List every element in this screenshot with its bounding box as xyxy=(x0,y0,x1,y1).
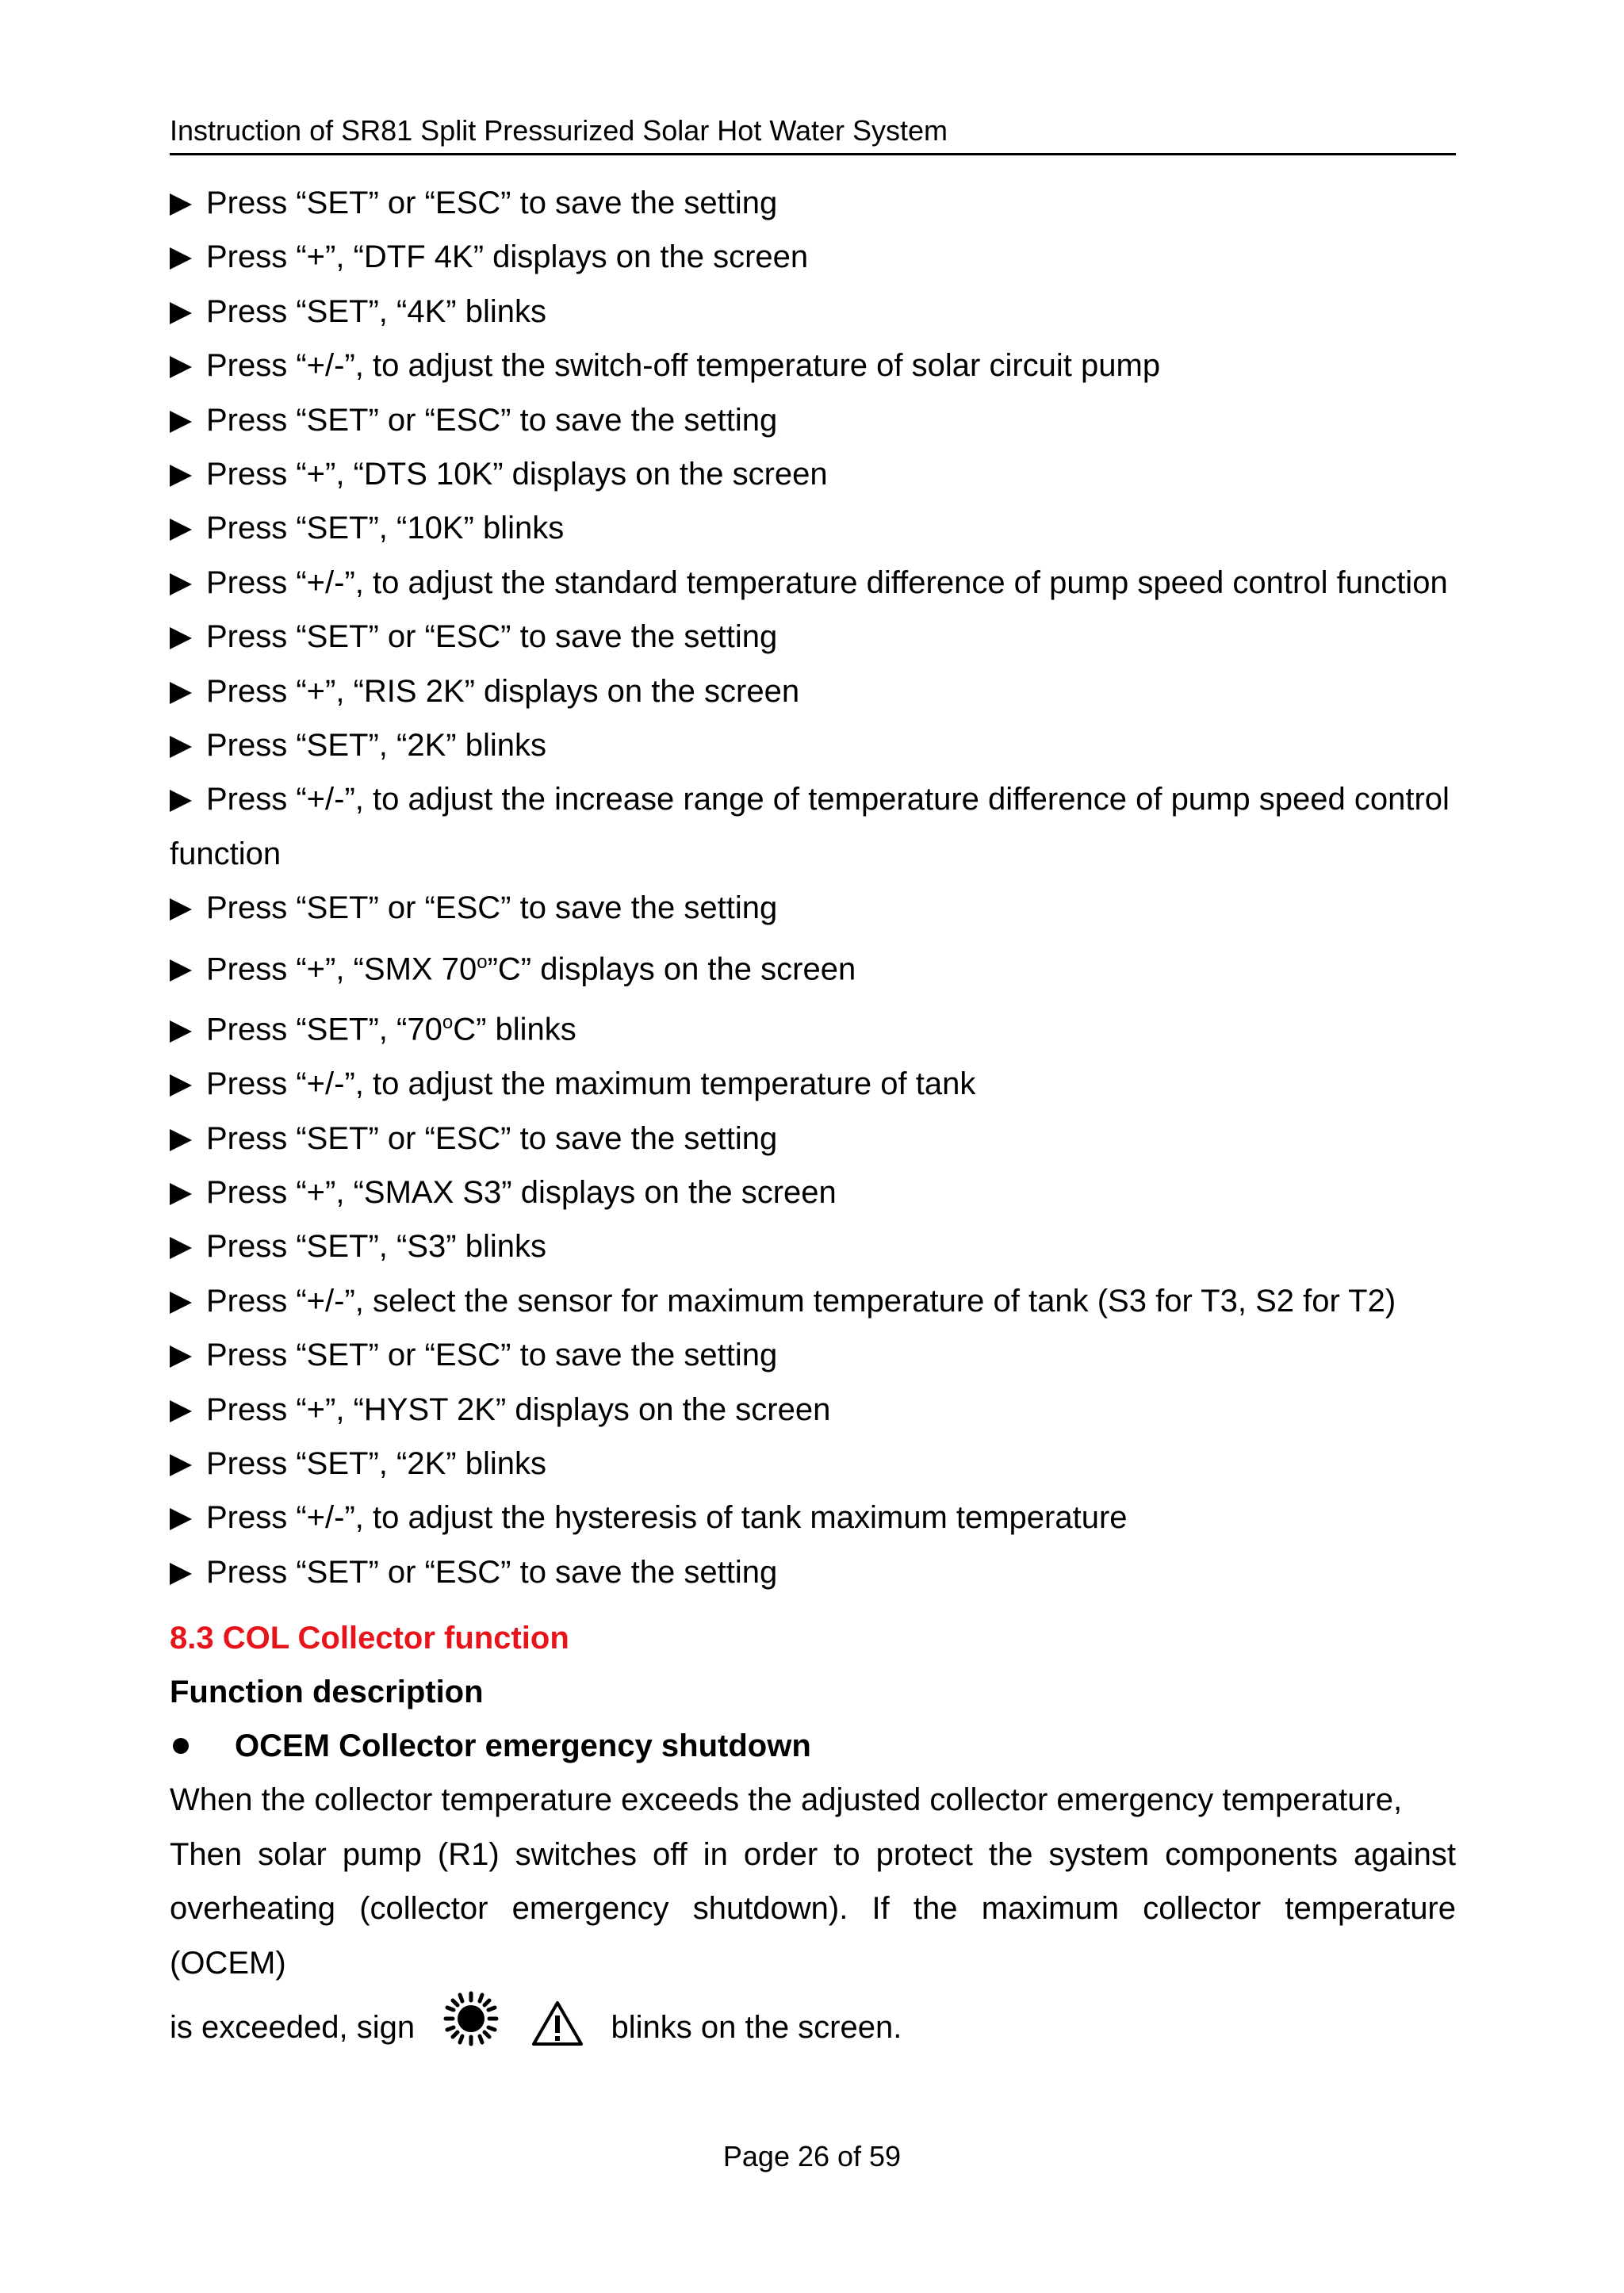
step-line xyxy=(170,339,1456,392)
step-text: Press “SET”, “4K” blinks xyxy=(206,293,546,329)
paragraph-text: is exceeded, sign xyxy=(170,2010,416,2045)
step-line xyxy=(170,1166,1456,1219)
document-header: Instruction of SR81 Split Pressurized Solar Hot Water System xyxy=(170,113,1456,155)
step-text: Press “+/-”, to adjust the maximum temperature of tank xyxy=(206,1066,976,1102)
step-line xyxy=(170,1328,1456,1382)
arrow-icon xyxy=(170,1183,192,1205)
instruction-steps xyxy=(170,176,1456,1599)
section-title: 8.3 COL Collector function xyxy=(170,1621,569,1656)
step-line xyxy=(170,1219,1456,1273)
arrow-icon xyxy=(170,1129,192,1151)
step-text: Press “SET” or “ESC” to save the setting xyxy=(206,619,778,655)
step-line xyxy=(170,610,1456,664)
step-text: Press “+”, “DTS 10K” displays on the screen xyxy=(206,457,828,492)
step-text: Press “+/-”, to adjust the switch-off temperature of solar circuit pump xyxy=(206,348,1161,384)
arrow-icon xyxy=(170,519,192,541)
step-text: Press “SET” or “ESC” to save the setting xyxy=(206,890,778,926)
arrow-icon xyxy=(170,1400,192,1422)
step-text: Press “+/-”, to adjust the increase range of temperature difference of pump speed control function xyxy=(170,782,1450,871)
arrow-icon xyxy=(170,302,192,324)
step-line xyxy=(170,1274,1456,1328)
paragraph-line xyxy=(170,1990,1456,2065)
step-line xyxy=(170,1383,1456,1437)
collector-function-section xyxy=(170,1611,1456,2065)
step-line xyxy=(170,1437,1456,1491)
arrow-icon xyxy=(170,1292,192,1314)
step-line xyxy=(170,664,1456,718)
bullet-item xyxy=(170,1719,1456,1773)
step-line xyxy=(170,230,1456,284)
arrow-icon xyxy=(170,1020,192,1043)
step-text: Press “SET” or “ESC” to save the setting xyxy=(206,1554,778,1590)
step-line xyxy=(170,556,1456,610)
warning-triangle-icon xyxy=(530,2000,584,2065)
step-line xyxy=(170,996,1456,1057)
step-text: Press “SET”, “10K” blinks xyxy=(206,511,565,546)
step-text: Press “SET” or “ESC” to save the setting xyxy=(206,1338,778,1373)
paragraph-line: Then solar pump (R1) switches off in order to protect the system components against xyxy=(170,1836,1456,1872)
arrow-icon xyxy=(170,790,192,812)
step-line xyxy=(170,881,1456,935)
page-number: Page 26 of 59 xyxy=(722,2140,902,2172)
step-line xyxy=(170,285,1456,339)
step-text: Press “+”, “RIS 2K” displays on the screen xyxy=(206,673,800,709)
arrow-icon xyxy=(170,1346,192,1368)
arrow-icon xyxy=(170,465,192,487)
arrow-icon xyxy=(170,1508,192,1530)
arrow-icon xyxy=(170,1454,192,1476)
step-line xyxy=(170,447,1456,501)
paragraph-text: blinks on the screen. xyxy=(611,2010,902,2045)
arrow-icon xyxy=(170,193,192,216)
step-text: Press “SET”, “2K” blinks xyxy=(206,728,546,764)
step-text: Press “+”, “DTF 4K” displays on the screen xyxy=(206,239,809,275)
arrow-icon xyxy=(170,736,192,758)
arrow-icon xyxy=(170,573,192,595)
step-text: Press “+/-”, to adjust the hysteresis of tank maximum temperature xyxy=(206,1500,1128,1536)
step-line xyxy=(170,393,1456,447)
step-line xyxy=(170,718,1456,772)
step-text: ”C” displays on the screen xyxy=(487,951,856,987)
step-text: C” blinks xyxy=(453,1012,576,1047)
arrow-icon xyxy=(170,959,192,982)
step-line xyxy=(170,772,1456,881)
degree-mark: o xyxy=(442,1012,454,1034)
step-line xyxy=(170,501,1456,555)
step-text: Press “+”, “SMAX S3” displays on the screen xyxy=(206,1174,837,1210)
step-line xyxy=(170,1057,1456,1111)
step-line xyxy=(170,1112,1456,1166)
step-text: Press “+”, “HYST 2K” displays on the screen xyxy=(206,1391,831,1427)
step-text: Press “SET”, “2K” blinks xyxy=(206,1446,546,1481)
arrow-icon xyxy=(170,682,192,704)
step-line xyxy=(170,1545,1456,1599)
paragraph-line: When the collector temperature exceeds the adjusted collector emergency temperature, xyxy=(170,1782,1403,1817)
arrow-icon xyxy=(170,1563,192,1585)
bullet-text: OCEM Collector emergency shutdown xyxy=(235,1728,811,1763)
section-subtitle: Function description xyxy=(170,1675,484,1709)
step-line xyxy=(170,936,1456,997)
step-text: Press “SET”, “S3” blinks xyxy=(206,1229,546,1265)
step-line xyxy=(170,1491,1456,1545)
step-text: Press “+”, “SMX 70 xyxy=(206,951,477,987)
arrow-icon xyxy=(170,247,192,270)
arrow-icon xyxy=(170,1074,192,1097)
bullet-dot-icon xyxy=(173,1738,189,1754)
sun-icon xyxy=(442,1990,500,2065)
step-line xyxy=(170,176,1456,230)
step-text: Press “SET” or “ESC” to save the setting xyxy=(206,1120,778,1156)
step-text: Press “SET”, “70 xyxy=(206,1012,442,1047)
arrow-icon xyxy=(170,627,192,649)
step-text: Press “+/-”, select the sensor for maximum temperature of tank (S3 for T3, S2 for T2) xyxy=(206,1283,1396,1319)
arrow-icon xyxy=(170,356,192,378)
arrow-icon xyxy=(170,411,192,433)
arrow-icon xyxy=(170,898,192,921)
description-paragraph xyxy=(170,1773,1456,2065)
paragraph-line: overheating (collector emergency shutdown). If the maximum collector temperature (OCEM) xyxy=(170,1891,1456,1981)
step-text: Press “SET” or “ESC” to save the setting xyxy=(206,402,778,438)
degree-mark: o xyxy=(477,951,488,973)
step-text: Press “+/-”, to adjust the standard temperature difference of pump speed control function xyxy=(206,565,1448,600)
step-text: Press “SET” or “ESC” to save the setting xyxy=(206,186,778,220)
arrow-icon xyxy=(170,1237,192,1259)
